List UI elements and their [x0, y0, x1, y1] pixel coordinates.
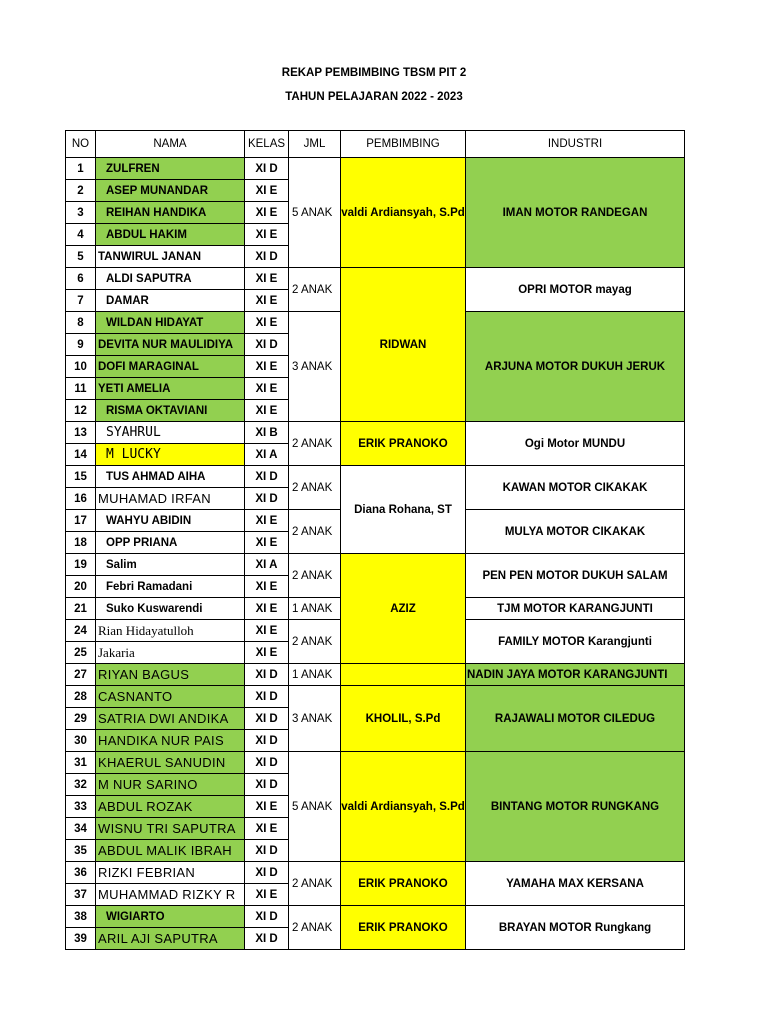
- row-nama: RIZKI FEBRIAN: [96, 862, 245, 884]
- table-row: [66, 752, 685, 774]
- row-no: 11: [66, 378, 96, 400]
- row-no: 33: [66, 796, 96, 818]
- row-industri: MULYA MOTOR CIKAKAK: [466, 510, 685, 554]
- table-row: [66, 686, 685, 708]
- row-kelas: XI E: [245, 884, 289, 906]
- row-no: 24: [66, 620, 96, 642]
- row-kelas: XI D: [245, 752, 289, 774]
- row-kelas: XI D: [245, 488, 289, 510]
- row-industri: RAJAWALI MOTOR CILEDUG: [466, 686, 685, 752]
- row-no: 37: [66, 884, 96, 906]
- row-kelas: XI A: [245, 554, 289, 576]
- row-nama: ZULFREN: [96, 158, 245, 180]
- row-no: 3: [66, 202, 96, 224]
- row-pembimbing: valdi Ardiansyah, S.Pd: [341, 752, 466, 862]
- row-nama: Jakaria: [96, 642, 245, 664]
- row-jml: 2 ANAK: [289, 554, 341, 598]
- table-row: [66, 268, 685, 290]
- row-industri: ARJUNA MOTOR DUKUH JERUK: [466, 312, 685, 422]
- row-kelas: XI E: [245, 620, 289, 642]
- row-nama: KHAERUL SANUDIN: [96, 752, 245, 774]
- row-nama: WIGIARTO: [96, 906, 245, 928]
- row-no: 29: [66, 708, 96, 730]
- row-nama: M NUR SARINO: [96, 774, 245, 796]
- row-no: 19: [66, 554, 96, 576]
- row-industri: BINTANG MOTOR RUNGKANG: [466, 752, 685, 862]
- row-no: 25: [66, 642, 96, 664]
- row-nama: ALDI SAPUTRA: [96, 268, 245, 290]
- row-industri: TJM MOTOR KARANGJUNTI: [466, 598, 685, 620]
- col-header-no: NO: [66, 131, 96, 158]
- row-kelas: XI E: [245, 356, 289, 378]
- row-no: 18: [66, 532, 96, 554]
- row-nama: WAHYU ABIDIN: [96, 510, 245, 532]
- row-industri: Ogi Motor MUNDU: [466, 422, 685, 466]
- row-jml: 1 ANAK: [289, 598, 341, 620]
- row-no: 14: [66, 444, 96, 466]
- col-header-nama: NAMA: [96, 131, 245, 158]
- row-kelas: XI E: [245, 378, 289, 400]
- row-kelas: XI B: [245, 422, 289, 444]
- row-industri: IMAN MOTOR RANDEGAN: [466, 158, 685, 268]
- rekap-table: [65, 130, 685, 950]
- row-pembimbing-empty: [341, 664, 466, 686]
- row-kelas: XI D: [245, 664, 289, 686]
- header-row: [66, 131, 685, 158]
- row-nama: DOFI MARAGINAL: [96, 356, 245, 378]
- row-nama: CASNANTO: [96, 686, 245, 708]
- row-kelas: XI D: [245, 906, 289, 928]
- row-nama: SATRIA DWI ANDIKA: [96, 708, 245, 730]
- table-row: [66, 554, 685, 576]
- row-nama: M LUCKY: [96, 444, 245, 466]
- row-kelas: XI E: [245, 312, 289, 334]
- row-nama: ARIL AJI SAPUTRA: [96, 928, 245, 950]
- row-jml: 2 ANAK: [289, 422, 341, 466]
- row-nama: Salim: [96, 554, 245, 576]
- row-no: 15: [66, 466, 96, 488]
- row-no: 4: [66, 224, 96, 246]
- row-industri: PEN PEN MOTOR DUKUH SALAM: [466, 554, 685, 598]
- row-no: 38: [66, 906, 96, 928]
- row-kelas: XI E: [245, 642, 289, 664]
- row-no: 30: [66, 730, 96, 752]
- row-industri: FAMILY MOTOR Karangjunti: [466, 620, 685, 664]
- row-jml: 3 ANAK: [289, 312, 341, 422]
- document-title: REKAP PEMBIMBING TBSM PIT 2: [281, 67, 467, 79]
- row-kelas: XI E: [245, 290, 289, 312]
- row-jml: 2 ANAK: [289, 466, 341, 510]
- row-industri: BRAYAN MOTOR Rungkang: [466, 906, 685, 950]
- col-header-jml: JML: [289, 131, 341, 158]
- row-nama: RISMA OKTAVIANI: [96, 400, 245, 422]
- row-pembimbing: RIDWAN: [341, 268, 466, 422]
- row-jml: 2 ANAK: [289, 620, 341, 664]
- table-row: [66, 664, 685, 686]
- row-no: 35: [66, 840, 96, 862]
- row-kelas: XI E: [245, 598, 289, 620]
- row-jml: 5 ANAK: [289, 158, 341, 268]
- row-kelas: XI E: [245, 180, 289, 202]
- row-no: 27: [66, 664, 96, 686]
- row-jml: 2 ANAK: [289, 862, 341, 906]
- row-no: 39: [66, 928, 96, 950]
- row-kelas: XI D: [245, 708, 289, 730]
- row-nama: REIHAN HANDIKA: [96, 202, 245, 224]
- row-no: 31: [66, 752, 96, 774]
- document-subtitle: TAHUN PELAJARAN 2022 - 2023: [285, 91, 463, 103]
- row-nama: YETI AMELIA: [96, 378, 245, 400]
- row-nama: DAMAR: [96, 290, 245, 312]
- table-row: [66, 906, 685, 928]
- row-no: 17: [66, 510, 96, 532]
- row-kelas: XI E: [245, 796, 289, 818]
- row-nama: Rian Hidayatulloh: [96, 620, 245, 642]
- row-nama: ABDUL HAKIM: [96, 224, 245, 246]
- row-pembimbing: ERIK PRANOKO: [341, 906, 466, 950]
- row-kelas: XI D: [245, 862, 289, 884]
- row-kelas: XI E: [245, 400, 289, 422]
- row-industri: KAWAN MOTOR CIKAKAK: [466, 466, 685, 510]
- row-no: 21: [66, 598, 96, 620]
- table-row: [66, 422, 685, 444]
- row-nama: Febri Ramadani: [96, 576, 245, 598]
- row-nama: ASEP MUNANDAR: [96, 180, 245, 202]
- table-row: [66, 158, 685, 180]
- row-no: 7: [66, 290, 96, 312]
- row-kelas: XI D: [245, 730, 289, 752]
- row-nama: TUS AHMAD AIHA: [96, 466, 245, 488]
- row-pembimbing: AZIZ: [341, 554, 466, 664]
- row-jml: 1 ANAK: [289, 664, 341, 686]
- row-no: 32: [66, 774, 96, 796]
- row-nama: RIYAN BAGUS: [96, 664, 245, 686]
- row-nama: SYAHRUL: [96, 422, 245, 444]
- row-no: 12: [66, 400, 96, 422]
- table-row: [66, 466, 685, 488]
- row-pembimbing: valdi Ardiansyah, S.Pd: [341, 158, 466, 268]
- col-header-pembimbing: PEMBIMBING: [341, 131, 466, 158]
- row-jml: 2 ANAK: [289, 906, 341, 950]
- row-kelas: XI E: [245, 818, 289, 840]
- row-kelas: XI E: [245, 224, 289, 246]
- row-kelas: XI D: [245, 686, 289, 708]
- row-jml: 3 ANAK: [289, 686, 341, 752]
- row-jml: 2 ANAK: [289, 510, 341, 554]
- row-nama: MUHAMMAD RIZKY R: [96, 884, 245, 906]
- row-industri: OPRI MOTOR mayag: [466, 268, 685, 312]
- row-no: 6: [66, 268, 96, 290]
- row-kelas: XI E: [245, 510, 289, 532]
- row-kelas: XI D: [245, 774, 289, 796]
- row-pembimbing: Diana Rohana, ST: [341, 466, 466, 554]
- row-nama: WISNU TRI SAPUTRA: [96, 818, 245, 840]
- row-no: 36: [66, 862, 96, 884]
- row-nama: DEVITA NUR MAULIDIYA: [96, 334, 245, 356]
- row-no: 10: [66, 356, 96, 378]
- row-nama: HANDIKA NUR PAIS: [96, 730, 245, 752]
- row-nama: ABDUL MALIK IBRAH: [96, 840, 245, 862]
- row-no: 9: [66, 334, 96, 356]
- table-row: [66, 862, 685, 884]
- row-no: 28: [66, 686, 96, 708]
- col-header-industri: INDUSTRI: [466, 131, 685, 158]
- row-jml: 5 ANAK: [289, 752, 341, 862]
- row-pembimbing: KHOLIL, S.Pd: [341, 686, 466, 752]
- row-no: 1: [66, 158, 96, 180]
- row-kelas: XI D: [245, 928, 289, 950]
- row-nama: ABDUL ROZAK: [96, 796, 245, 818]
- row-nama: TANWIRUL JANAN: [96, 246, 245, 268]
- row-no: 20: [66, 576, 96, 598]
- row-nama: WILDAN HIDAYAT: [96, 312, 245, 334]
- row-no: 5: [66, 246, 96, 268]
- row-kelas: XI E: [245, 576, 289, 598]
- row-kelas: XI E: [245, 268, 289, 290]
- row-no: 13: [66, 422, 96, 444]
- row-no: 8: [66, 312, 96, 334]
- row-kelas: XI D: [245, 158, 289, 180]
- row-jml: 2 ANAK: [289, 268, 341, 312]
- col-header-kelas: KELAS: [245, 131, 289, 158]
- row-no: 2: [66, 180, 96, 202]
- row-no: 34: [66, 818, 96, 840]
- row-nama: OPP PRIANA: [96, 532, 245, 554]
- row-nama: MUHAMAD IRFAN: [96, 488, 245, 510]
- row-industri: YAMAHA MAX KERSANA: [466, 862, 685, 906]
- row-kelas: XI D: [245, 840, 289, 862]
- row-industri: NADIN JAYA MOTOR KARANGJUNTI: [466, 664, 685, 686]
- row-no: 16: [66, 488, 96, 510]
- row-kelas: XI D: [245, 246, 289, 268]
- row-kelas: XI D: [245, 334, 289, 356]
- row-pembimbing: ERIK PRANOKO: [341, 862, 466, 906]
- row-pembimbing: ERIK PRANOKO: [341, 422, 466, 466]
- row-nama: Suko Kuswarendi: [96, 598, 245, 620]
- row-kelas: XI E: [245, 202, 289, 224]
- row-kelas: XI D: [245, 466, 289, 488]
- row-kelas: XI A: [245, 444, 289, 466]
- row-kelas: XI E: [245, 532, 289, 554]
